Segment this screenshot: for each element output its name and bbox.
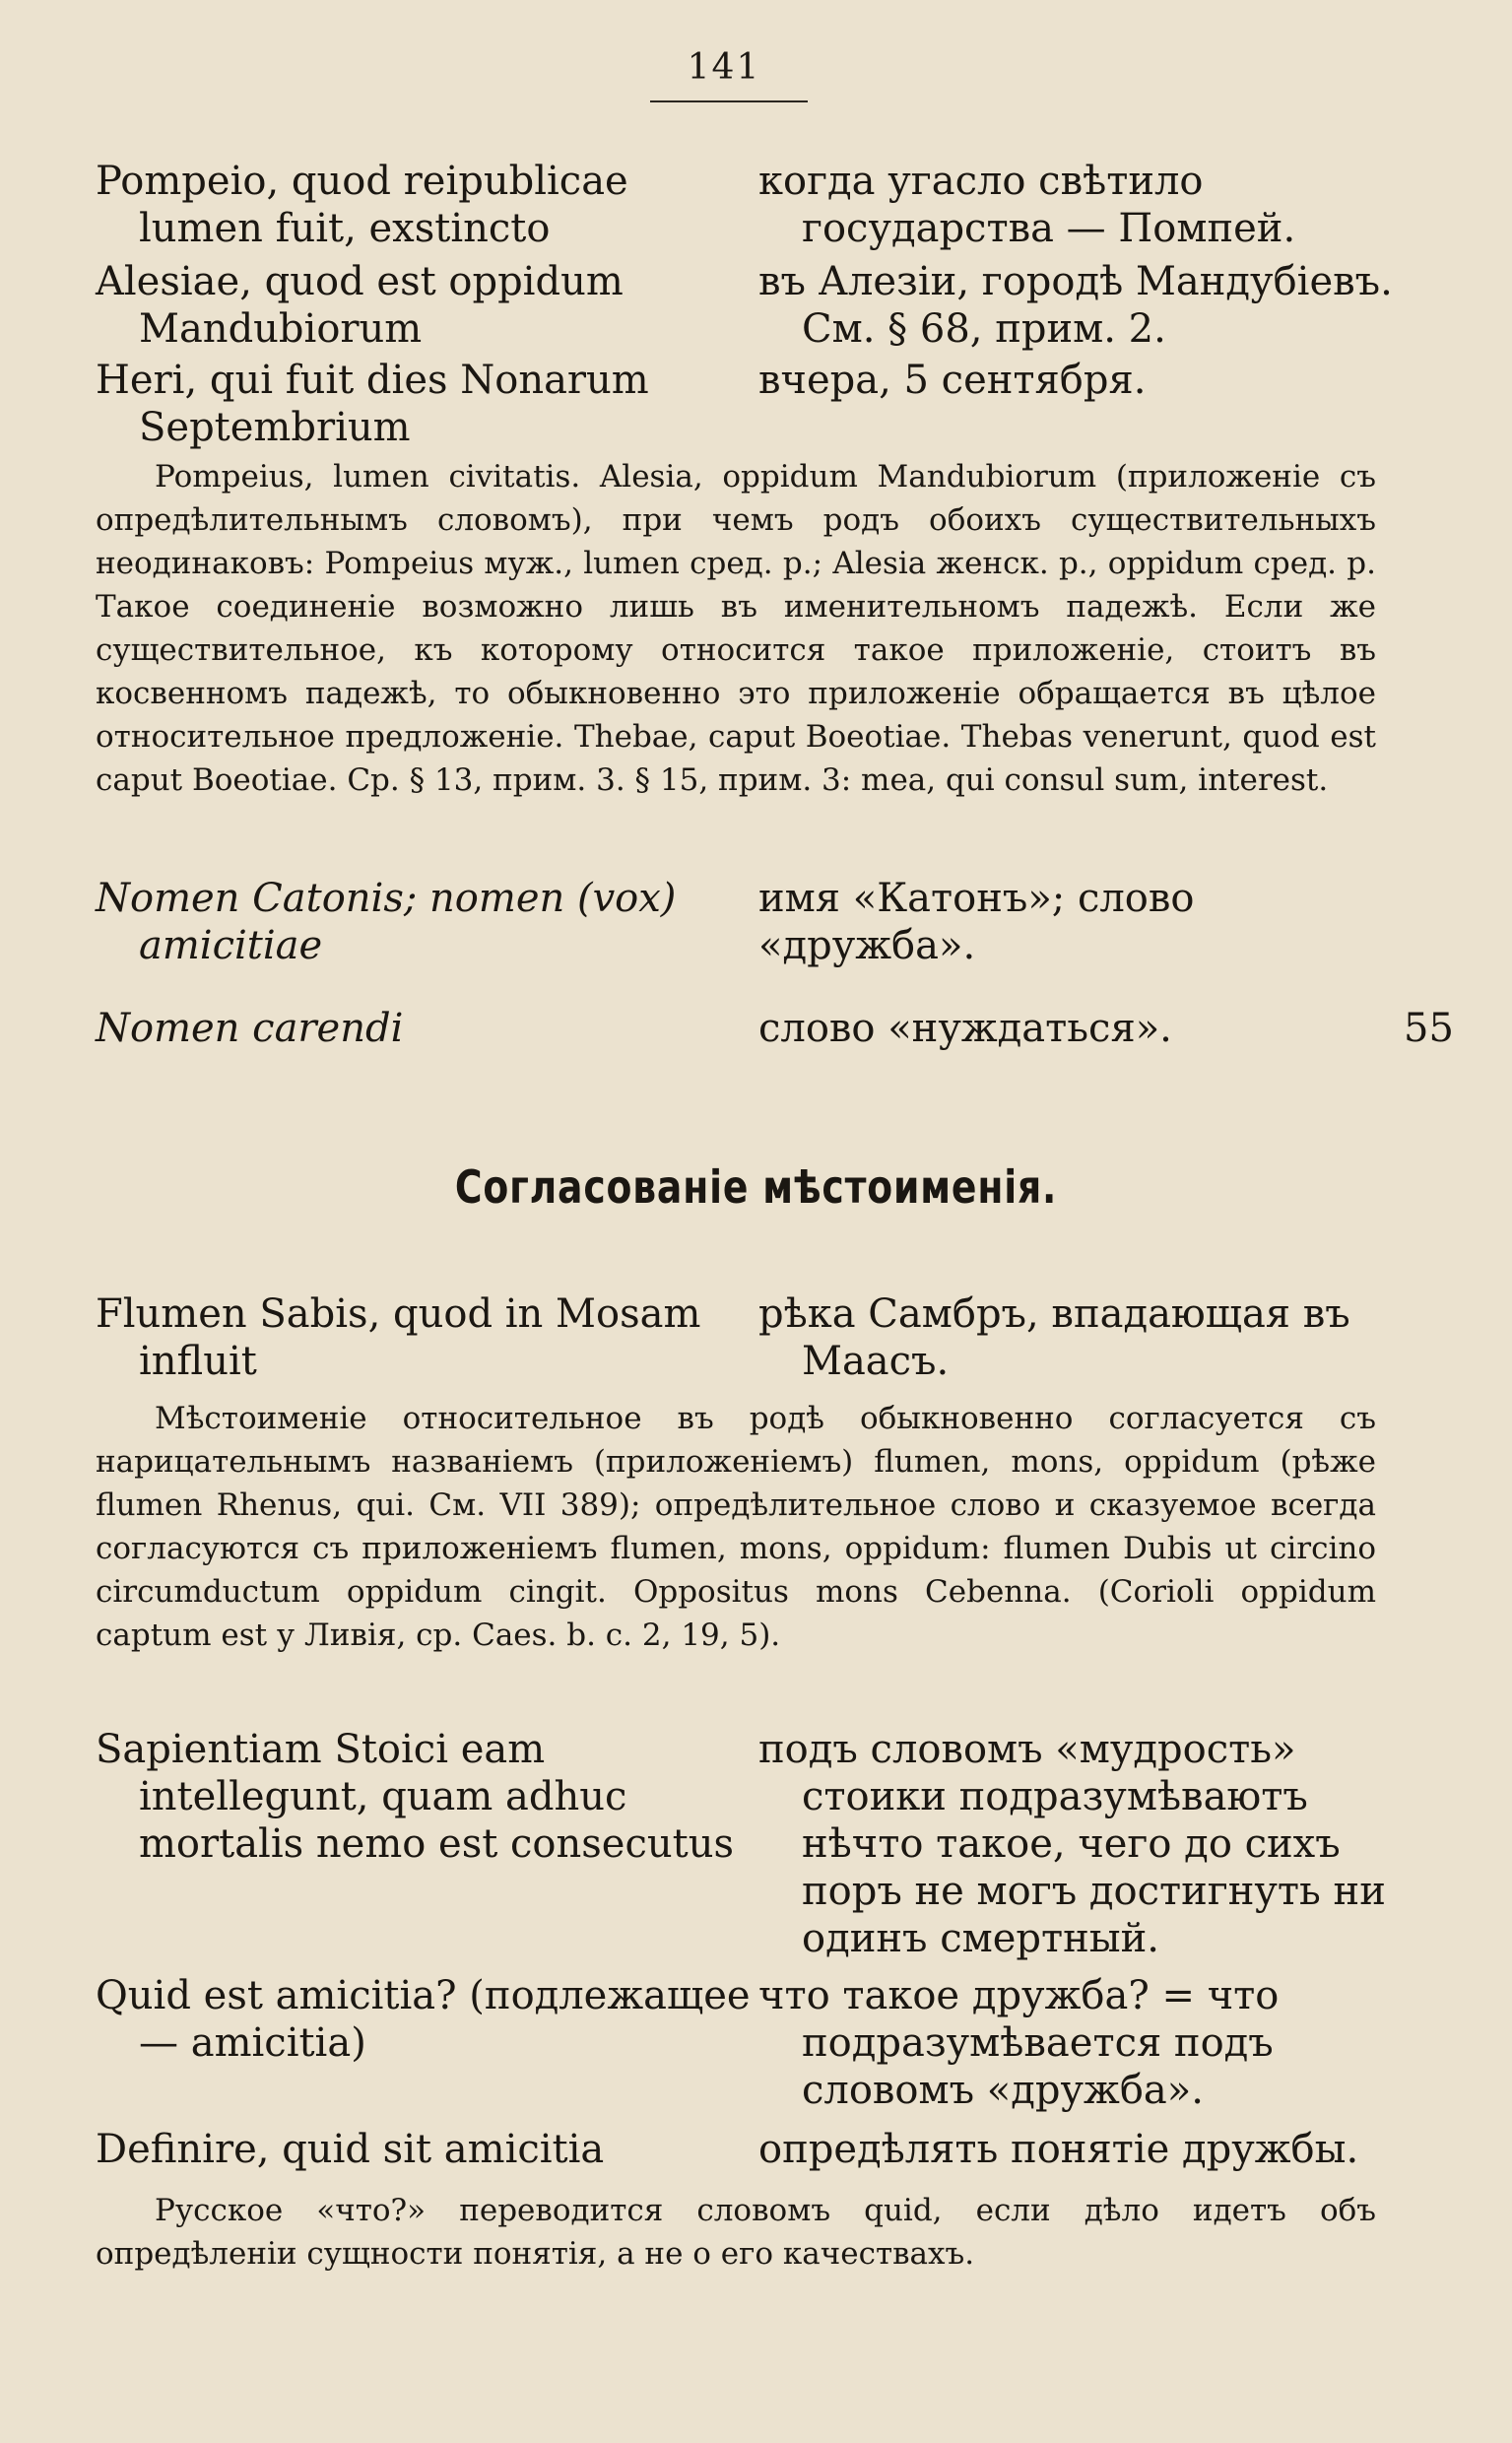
section-heading: Согласованіе мѣстоименія. xyxy=(454,1160,1058,1214)
russian-definire: опредѣлять понятіе дружбы. xyxy=(758,2127,1359,2172)
russian-sapientiam: подъ словомъ «мудрость» стоики подразумѣваютъ нѣчто такое, чего до сихъ поръ не могъ достигнуть ни одинъ смертный. xyxy=(758,1727,1386,1961)
russian-flumen-sabis: рѣка Самбръ, впадающая въ Маасъ. xyxy=(758,1291,1350,1384)
page-number: 141 xyxy=(687,47,761,88)
note-quid xyxy=(96,2189,1376,2276)
section-number: 55 xyxy=(1404,1006,1454,1051)
latin-alesiae: Alesiae, quod est oppidum Mandubiorum xyxy=(96,259,624,352)
latin-quid-est: Quid est amicitia? (подлежащее — amicitia) xyxy=(96,1973,751,2066)
note-pronoun-text: Мѣстоименіе относительное въ родѣ обыкновенно согласуется съ нарицательнымъ названіемъ (приложеніемъ) flumen, mons, oppidum (рѣже flumen Rhenus, qui. См. VII 389); опредѣлительное слово и сказуемое всегда согласуются съ приложеніемъ flumen, mons, oppidum: flumen Dubis ut circino circumductum oppidum cingit. Oppositus mons Cebenna. (Corioli oppidum captum est у Ливія, ср. Caes. b. c. 2, 19, 5). xyxy=(96,1401,1376,1653)
note-quid-text: Русское «что?» переводится словомъ quid, если дѣло идетъ объ опредѣленіи сущности понятія, а не о его качествахъ. xyxy=(96,2193,1376,2272)
latin-nomen-catonis: Nomen Catonis; nomen (vox) amicitiae xyxy=(96,876,677,968)
note-pronoun xyxy=(96,1397,1376,1657)
latin-sapientiam: Sapientiam Stoici eam intellegunt, quam adhuc mortalis nemo est consecutus xyxy=(96,1727,735,1867)
latin-flumen-sabis: Flumen Sabis, quod in Mosam influit xyxy=(96,1291,701,1384)
note-apposition xyxy=(96,455,1376,802)
latin-pompeio: Pompeio, quod reipublicae lumen fuit, exstincto xyxy=(96,159,628,251)
page-number-rule xyxy=(650,100,808,102)
russian-quid-est: что такое дружба? = что подразумѣвается подъ словомъ «дружба». xyxy=(758,1973,1280,2113)
russian-nomen-carendi: слово «нуждаться». xyxy=(758,1006,1172,1051)
latin-nomen-carendi: Nomen carendi xyxy=(96,1006,404,1051)
russian-alesiae: въ Алезіи, городѣ Мандубіевъ. См. § 68, прим. 2. xyxy=(758,259,1393,352)
russian-nomen-catonis: имя «Катонъ»; слово «дружба». xyxy=(758,876,1195,968)
latin-definire: Definire, quid sit amicitia xyxy=(96,2127,605,2172)
note-apposition-text: Pompeius, lumen civitatis. Alesia, oppidum Mandubiorum (приложеніе съ опредѣлительнымъ словомъ), при чемъ родъ обоихъ существительныхъ неодинаковъ: Pompeius муж., lumen сред. р.; Alesia женск. р., oppidum сред. р. Такое соединеніе возможно лишь въ именительномъ падежѣ. Если же существительное, къ которому относится такое приложеніе, стоитъ въ косвенномъ падежѣ, то обыкновенно это приложеніе обращается въ цѣлое относительное предложеніе. Thebae, caput Boeotiae. Thebas venerunt, quod est caput Boeotiae. Ср. § 13, прим. 3. § 15, прим. 3: mea, qui consul sum, interest. xyxy=(96,459,1376,798)
russian-pompeio: когда угасло свѣтило государства — Помпей. xyxy=(758,159,1296,251)
russian-heri: вчера, 5 сентября. xyxy=(758,358,1147,403)
latin-heri: Heri, qui fuit dies Nonarum Septembrium xyxy=(96,358,649,450)
